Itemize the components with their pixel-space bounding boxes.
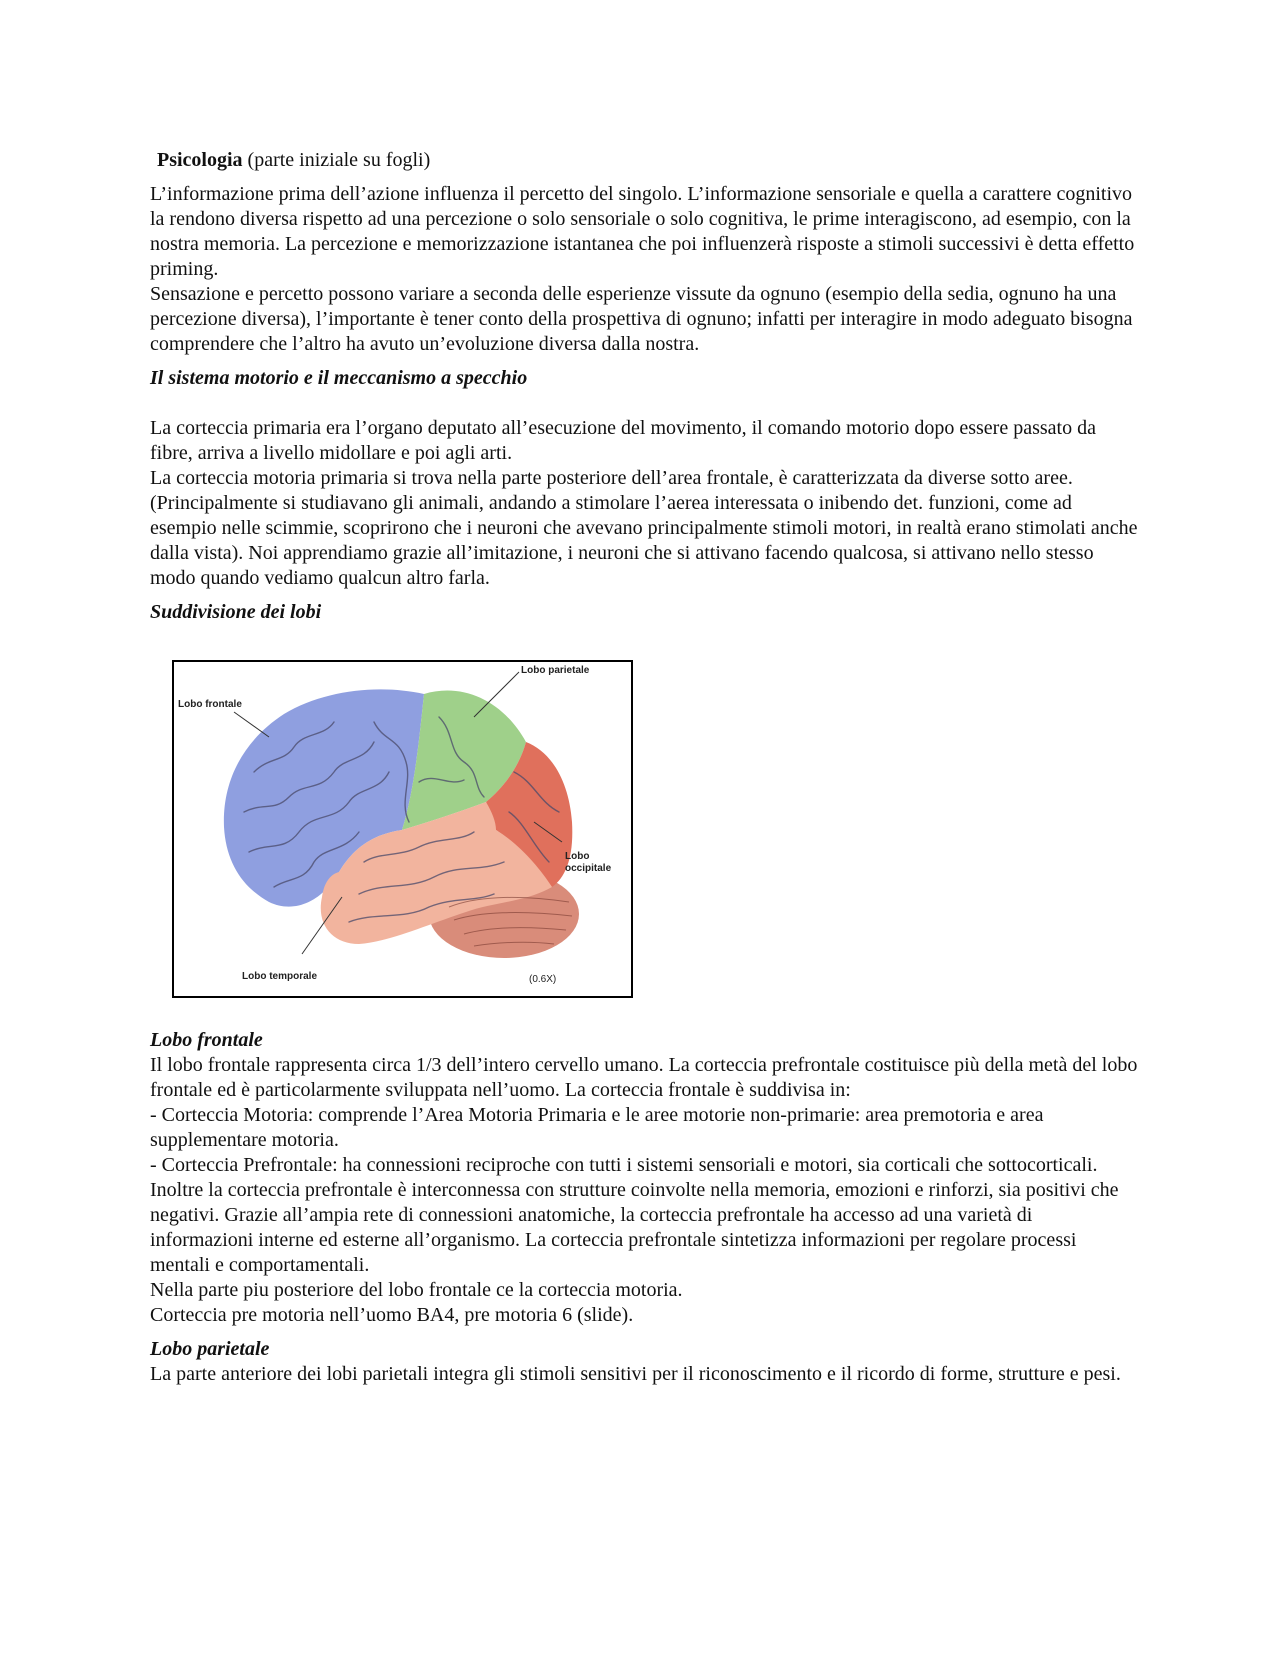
label-occipital-lobe-1: Lobo — [565, 851, 590, 862]
intro-paragraph-2: Sensazione e percetto possono variare a seconda delle esperienze vissute da ognuno (esempio della sedia, ognuno ha una percezione diversa), l’importante è tener conto della prospettiva di ognuno; infatti per interagire in modo adeguato bisogna comprendere che l’altro ha avuto un’evoluzione diversa dalla nostra. — [150, 283, 1133, 355]
document-title — [157, 148, 1140, 173]
brain-illustration — [174, 662, 631, 996]
document-content — [150, 148, 1140, 1387]
frontal-paragraph-1: Il lobo frontale rappresenta circa 1/3 dell’intero cervello umano. La corteccia prefrontale costituisce più della metà del lobo frontale ed è particolarmente sviluppata nell’uomo. La corteccia frontale è suddivisa in: — [150, 1054, 1138, 1101]
intro-paragraph-1: L’informazione prima dell’azione influenza il percetto del singolo. L’informazione sensoriale e quella a carattere cognitivo la rendono diversa rispetto ad una percezione o solo sensoriale o solo cognitiva, le prime interagiscono, ad esempio, con la nostra memoria. La percezione e memorizzazione istantanea che poi influenzerà risposte a stimoli successivi è detta effetto priming. — [150, 183, 1135, 280]
parietal-paragraph-1: La parte anteriore dei lobi parietali integra gli stimoli sensitivi per il riconoscimento e il ricordo di forme, strutture e pesi. — [150, 1363, 1121, 1385]
label-parietal-lobe: Lobo parietale — [521, 665, 590, 676]
frontal-paragraph-3: - Corteccia Prefrontale: ha connessioni reciproche con tutti i sistemi sensoriali e motori, sia corticali che sottocorticali. Inoltre la corteccia prefrontale è interconnessa con strutture coinvolte nella memoria, emozioni e rinforzi, sia positivi che negativi. Grazie all’ampia rete di connessioni anatomiche, la corteccia prefrontale ha accesso ad una varietà di informazioni interne ed esterne all’organismo. La corteccia prefrontale sintetizza informazioni per regolare processi mentali e comportamentali. — [150, 1154, 1119, 1276]
heading-motor-system: Il sistema motorio e il meccanismo a specchio — [150, 367, 528, 389]
heading-frontal-lobe: Lobo frontale — [150, 1029, 263, 1051]
frontal-paragraph-4: Nella parte piu posteriore del lobo frontale ce la corteccia motoria. — [150, 1279, 683, 1301]
label-temporal-lobe: Lobo temporale — [242, 971, 318, 982]
label-occipital-lobe-2: occipitale — [565, 863, 612, 874]
brain-lobes-figure — [172, 660, 633, 998]
heading-lobes: Suddivisione dei lobi — [150, 601, 322, 623]
frontal-paragraph-5: Corteccia pre motoria nell’uomo BA4, pre motoria 6 (slide). — [150, 1304, 634, 1326]
frontal-paragraph-2: - Corteccia Motoria: comprende l’Area Motoria Primaria e le aree motorie non-primarie: area premotoria e area supplementare motoria. — [150, 1104, 1044, 1151]
title-rest: (parte iniziale su fogli) — [242, 149, 431, 171]
heading-parietal-lobe: Lobo parietale — [150, 1338, 270, 1360]
motor-paragraph-2: La corteccia motoria primaria si trova nella parte posteriore dell’area frontale, è caratterizzata da diverse sotto aree. (Principalmente si studiavano gli animali, andando a stimolare l’aerea interessata o inibendo det. funzioni, come ad esempio nelle scimmie, scoprirono che i neuroni che avevano principalmente stimoli motori, in realtà erano stimolati anche dalla vista). Noi apprendiamo grazie all’imitazione, i neuroni che si attivano facendo qualcosa, si attivano nello stesso modo quando vediamo qualcun altro farla. — [150, 467, 1138, 589]
label-scale: (0.6X) — [529, 974, 557, 985]
motor-paragraph-1: La corteccia primaria era l’organo deputato all’esecuzione del movimento, il comando motorio dopo essere passato da fibre, arriva a livello midollare e poi agli arti. — [150, 417, 1096, 464]
label-frontal-lobe: Lobo frontale — [178, 699, 242, 710]
title-bold: Psicologia — [157, 149, 243, 171]
